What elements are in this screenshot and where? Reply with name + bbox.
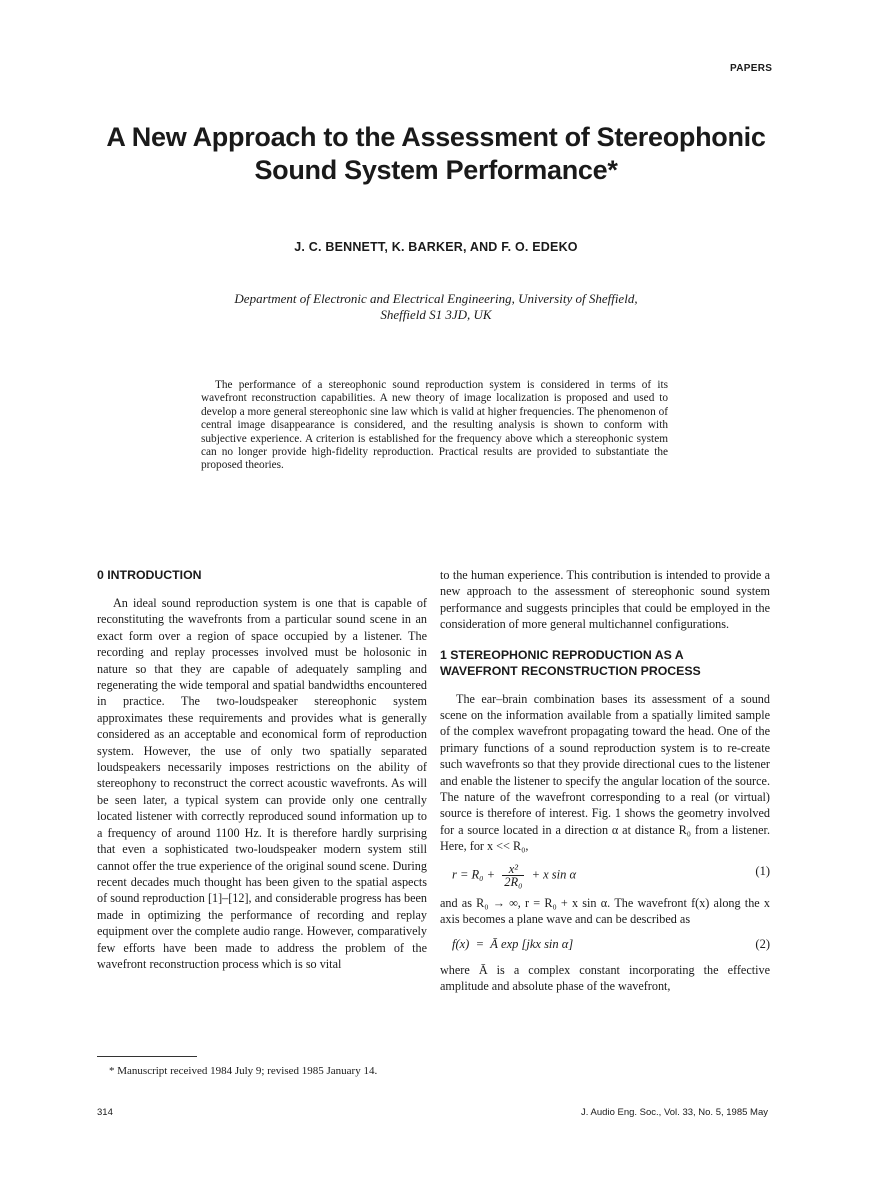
equation-1-number: (1): [755, 863, 770, 878]
equation-2-number: (2): [755, 936, 770, 951]
affiliation: [60, 291, 812, 323]
section1-paragraph-3: where Ā is a complex constant incorporating the effective amplitude and absolute phase of the wavefront,: [440, 962, 770, 993]
section1-heading-line-2: WAVEFRONT RECONSTRUCTION PROCESS: [440, 663, 701, 678]
affiliation-line-2: Sheffield S1 3JD, UK: [380, 307, 492, 322]
footnote: * Manuscript received 1984 July 9; revised 1985 January 14.: [109, 1065, 378, 1077]
journal-reference: J. Audio Eng. Soc., Vol. 33, No. 5, 1985 May: [581, 1107, 768, 1118]
equation-2: [440, 928, 770, 962]
footnote-rule: [97, 1056, 197, 1057]
section1-heading-line-1: 1 STEREOPHONIC REPRODUCTION AS A: [440, 647, 684, 662]
equation-1-fraction: [502, 863, 524, 888]
page-number: 314: [97, 1107, 113, 1118]
title-line-2: Sound System Performance*: [254, 155, 618, 185]
section1-heading: [440, 647, 770, 679]
column-right: [440, 567, 770, 994]
intro-paragraph: An ideal sound reproduction system is one that is capable of reconstituting the wavefronts from a particular sound scene in an exact form over a region of space occupied by a listener. The recording and replay processes involved must be holosonic in nature so that they are capable of adequately sampling and regenerating the wide temporal and spatial bandwidths encountered in practice. The two-loudspeaker stereophonic system approximates these requirements and provides what is generally considered as an acceptable and economical form of reproduction system. However, the use of only two spatially separated loudspeakers necessarily imposes restrictions on the ability of stereophony to reconstruct the correct acoustic wavefronts. As will be seen later, a typical system can provide only one centrally located listener with correctly reproduced sound information up to a frequency of around 1100 Hz. It is therefore hardly surprising that even a sophisticated two-loudspeaker modern system still cannot offer the true experience of the original sound scene. During recent decades much thought has been given to the spatial aspects of sound reproduction [1]–[12], and considerable progress has been made in optimizing the performance of recording and replay equipment over the complete audio range. However, comparatively few efforts have been made to address the problem of the wavefront reconstruction process which is so vital: [97, 596, 427, 971]
equation-1-body: [452, 863, 576, 888]
equation-1-denominator: 2R₀: [504, 874, 523, 889]
equation-1-lhs: r = R₀ +: [452, 867, 496, 882]
intro-continuation: to the human experience. This contribution is intended to provide a new approach to the assessment of stereophonic sound system performance and suggests principles that could be employed in the consideration of more general multichannel configurations.: [440, 568, 770, 632]
equation-1-numerator: x²: [502, 863, 524, 876]
title-line-1: A New Approach to the Assessment of Stereophonic: [106, 122, 766, 152]
section-label: PAPERS: [730, 63, 773, 74]
section1-paragraph-2: and as R₀ → ∞, r = R₀ + x sin α. The wavefront f(x) along the x axis becomes a plane wave and can be described as: [440, 895, 770, 927]
column-left: [97, 567, 427, 972]
section1-paragraph-1: The ear–brain combination bases its assessment of a sound scene on the information available from a spatially limited sample of the complex wavefront propagating toward the head. One of the primary functions of a sound reproduction system is to re-create such wavefronts so that they provide directional cues to the listener and enable the listener to specify the angular location of the source. The nature of the wavefront corresponding to a real (or virtual) source is therefore of interest. Fig. 1 shows the geometry involved for a source located in a direction α at distance R₀ from a listener. Here, for x << R₀,: [440, 691, 770, 854]
abstract: The performance of a stereophonic sound reproduction system is considered in terms of its wavefront reconstruction capabilities. A new theory of image localization is proposed and used to develop a more general stereophonic sine law which is valid at higher frequencies. The phenomenon of central image disappearance is considered, and the resulting analysis is shown to conform with subjective experience. A criterion is established for the frequency above which a stereophonic system can no longer provide high-fidelity reproduction. Practical results are provided to substantiate the proposed theories.: [201, 379, 668, 472]
affiliation-line-1: Department of Electronic and Electrical Engineering, University of Sheffield,: [234, 291, 638, 306]
equation-1-rest: + x sin α: [531, 867, 577, 882]
intro-heading: 0 INTRODUCTION: [97, 568, 202, 582]
equation-1: [440, 855, 770, 895]
paper-title: [60, 121, 812, 187]
equation-2-body: f(x) = Ā exp [jkx sin α]: [452, 936, 574, 951]
authors: J. C. BENNETT, K. BARKER, AND F. O. EDEKO: [294, 240, 578, 254]
